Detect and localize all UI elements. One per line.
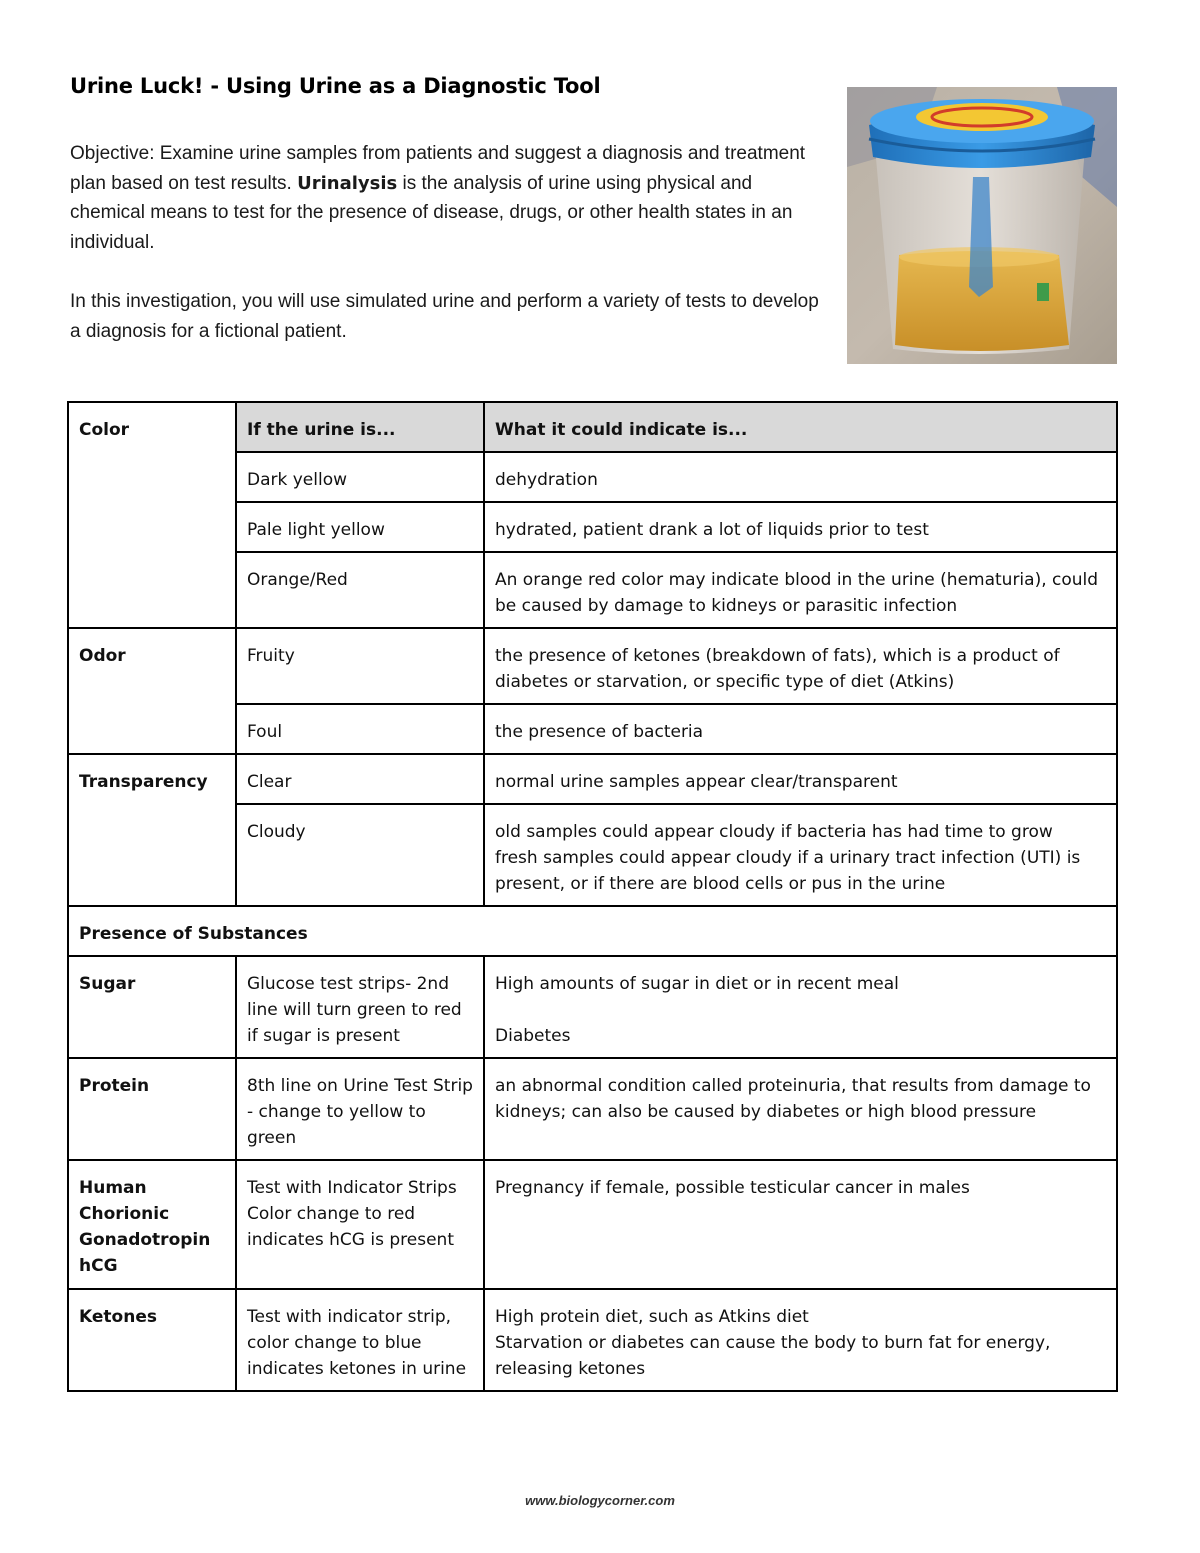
category-transparency: Transparency	[68, 754, 236, 906]
meaning-line: High protein diet, such as Atkins diet	[495, 1307, 809, 1327]
meaning-cell: An orange red color may indicate blood in the urine (hematuria), could be caused by damage to kidneys or parasitic infection	[484, 552, 1117, 628]
header-condition: If the urine is...	[236, 402, 484, 452]
investigation-paragraph: In this investigation, you will use simulated urine and perform a variety of tests to develop a diagnosis for a fictional patient.	[70, 291, 819, 342]
page-title: Urine Luck! - Using Urine as a Diagnostic Tool	[70, 74, 601, 98]
condition-cell: Foul	[236, 704, 484, 754]
meaning-cell	[484, 804, 1117, 906]
meaning-cell: hydrated, patient drank a lot of liquids prior to test	[484, 502, 1117, 552]
condition-cell: Orange/Red	[236, 552, 484, 628]
urinalysis-reference-table	[67, 401, 1118, 1392]
category-odor: Odor	[68, 628, 236, 754]
test-cell: Test with Indicator Strips Color change to red indicates hCG is present	[236, 1160, 484, 1289]
table-row	[68, 1058, 1117, 1160]
category-color: Color	[68, 402, 236, 628]
urine-sample-cup-photo	[847, 87, 1117, 364]
meaning-line: Starvation or diabetes can cause the body to burn fat for energy, releasing ketones	[495, 1333, 1051, 1379]
condition-cell: Pale light yellow	[236, 502, 484, 552]
condition-cell: Clear	[236, 754, 484, 804]
table-row	[68, 1289, 1117, 1391]
meaning-cell	[484, 956, 1117, 1058]
table-row	[68, 754, 1117, 804]
meaning-line: High amounts of sugar in diet or in recent meal	[495, 974, 899, 994]
meaning-cell: dehydration	[484, 452, 1117, 502]
table-row	[68, 402, 1117, 452]
meaning-line: old samples could appear cloudy if bacteria has had time to grow	[495, 822, 1053, 842]
meaning-cell: the presence of ketones (breakdown of fats), which is a product of diabetes or starvation, or specific type of diet (Atkins)	[484, 628, 1117, 704]
intro-text	[70, 139, 830, 346]
condition-cell: Fruity	[236, 628, 484, 704]
objective-prefix: Objective: Examine urine samples from patients and suggest a diagnosis and treatment plan based on test results.	[70, 143, 806, 194]
table-row	[68, 628, 1117, 704]
test-cell: 8th line on Urine Test Strip - change to yellow to green	[236, 1058, 484, 1160]
meaning-cell: the presence of bacteria	[484, 704, 1117, 754]
table-row	[68, 1160, 1117, 1289]
meaning-cell: an abnormal condition called proteinuria, that results from damage to kidneys; can also be caused by diabetes or high blood pressure	[484, 1058, 1117, 1160]
test-cell: Glucose test strips- 2nd line will turn green to red if sugar is present	[236, 956, 484, 1058]
objective-suffix: is the analysis of urine using physical and chemical means to test for the presence of disease, drugs, or other health states in an individual.	[70, 172, 793, 253]
category-ketones: Ketones	[68, 1289, 236, 1391]
header-meaning: What it could indicate is...	[484, 402, 1117, 452]
table-row	[68, 956, 1117, 1058]
condition-cell: Dark yellow	[236, 452, 484, 502]
category-sugar: Sugar	[68, 956, 236, 1058]
meaning-cell: Pregnancy if female, possible testicular cancer in males	[484, 1160, 1117, 1289]
footer-url: www.biologycorner.com	[525, 1493, 675, 1508]
objective-paragraph	[70, 139, 830, 257]
condition-cell: Cloudy	[236, 804, 484, 906]
category-protein: Protein	[68, 1058, 236, 1160]
meaning-cell: normal urine samples appear clear/transparent	[484, 754, 1117, 804]
table-row	[68, 906, 1117, 956]
urinalysis-term: Urinalysis	[297, 172, 398, 194]
test-cell: Test with indicator strip, color change to blue indicates ketones in urine	[236, 1289, 484, 1391]
section-heading-substances: Presence of Substances	[68, 906, 1117, 956]
meaning-line: Diabetes	[495, 1026, 571, 1046]
category-hcg: Human Chorionic Gonadotropin hCG	[68, 1160, 236, 1289]
meaning-cell	[484, 1289, 1117, 1391]
meaning-line: fresh samples could appear cloudy if a urinary tract infection (UTI) is present, or if there are blood cells or pus in the urine	[495, 848, 1081, 894]
